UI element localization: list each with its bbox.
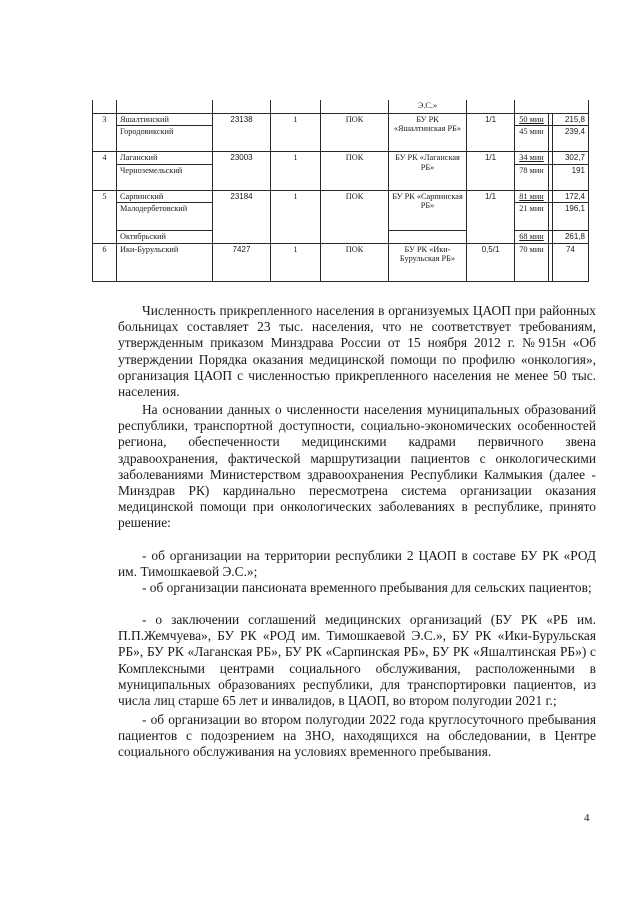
row-number: 6 — [93, 243, 117, 281]
count-cell: 1 — [271, 113, 321, 152]
table-cell — [321, 231, 389, 244]
table-cell — [93, 100, 117, 113]
table-row — [93, 231, 589, 244]
district-name: Ики-Бурульский — [117, 243, 213, 281]
district-name: Яшалтинский — [117, 113, 213, 126]
ratio-cell: 1/1 — [467, 190, 515, 203]
distance-cell: 196,1 — [553, 203, 589, 231]
table-cell: Э.С.» — [389, 100, 467, 113]
distance-cell: 261,8 — [553, 231, 589, 244]
travel-time-cell: 50 мин — [515, 113, 549, 126]
ratio-cell: 0,5/1 — [467, 243, 515, 281]
table-cell — [213, 203, 271, 231]
paragraph-item-agreements: - о заключении соглашений медицинских организаций (БУ РК «РБ им. П.П.Жемчуева», БУ РК «РОД им. Тимошкаевой Э.С.», БУ РК «Ики-Бурульская РБ», БУ РК «Лаганская РБ», БУ РК «Сарпинская РБ», БУ РК «Яшалтинская РБ») с Комплексными центрами социального обслуживания, расположенными в муниципальных образованиях республики, для транспортировки пациентов, из числа лиц старше 65 лет и инвалидов, в ЦАОП, во втором полугодии 2021 г.; — [118, 612, 596, 709]
table-cell — [467, 231, 515, 244]
table-row — [93, 190, 589, 203]
population-cell: 7427 — [213, 243, 271, 281]
count-cell: 1 — [271, 190, 321, 203]
paragraph-item-caop: - об организации на территории республики 2 ЦАОП в составе БУ РК «РОД им. Тимошкаевой Э.С.»; — [118, 548, 596, 580]
distance-cell: 172,4 — [553, 190, 589, 203]
type-cell: ПОК — [321, 190, 389, 203]
table-cell — [271, 100, 321, 113]
district-table — [92, 100, 589, 282]
distance-cell: 239,4 — [553, 126, 589, 152]
district-name: Октябрьский — [117, 231, 213, 244]
type-cell: ПОК — [321, 152, 389, 191]
paragraph-decision: На основании данных о численности населения муниципальных образований республики, транспортной доступности, социально-экономических особенностей региона, обеспеченности медицинскими кадрами первичного звена здравоохранения, фактической маршрутизации пациентов с онкологическими заболеваниями Министерством здравоохранения Республики Калмыкия (далее - Минздрав РК) кардинально пересмотрена система организации оказания медицинской помощи при онкологических заболеваниях в республике, принято решение: — [118, 402, 596, 531]
population-cell: 23003 — [213, 152, 271, 191]
paragraph-population: Численность прикрепленного населения в организуемых ЦАОП при районных больницах составляет 23 тыс. населения, что не соответствует требованиям, утвержденным приказом Минздрава России от 15 ноября 2012 г. №915н «Об утверждении Порядка оказания медицинской помощи по профилю «онкология», организация ЦАОП с численностью прикрепленного населения не менее 50 тыс. населения. — [118, 303, 596, 400]
table-cell — [467, 203, 515, 231]
table-row — [93, 203, 589, 231]
district-name: Сарпинский — [117, 190, 213, 203]
table-cell — [321, 100, 389, 113]
page-number: 4 — [584, 812, 590, 824]
travel-time-cell: 78 мин — [515, 164, 549, 190]
table-cell — [117, 100, 213, 113]
row-number: 5 — [93, 190, 117, 243]
organization-cell: БУ РК «Лаганская РБ» — [389, 152, 467, 191]
count-cell: 1 — [271, 152, 321, 191]
travel-time-cell: 34 мин — [515, 152, 549, 165]
district-name: Черноземельский — [117, 164, 213, 190]
table-row — [93, 152, 589, 165]
table-cell — [389, 231, 467, 244]
row-number: 3 — [93, 113, 117, 152]
paragraph-item-pension: - об организации пансионата временного пребывания для сельских пациентов; — [142, 580, 592, 595]
distance-cell: 302,7 — [553, 152, 589, 165]
type-cell: ПОК — [321, 243, 389, 281]
table-cell — [515, 100, 589, 113]
table-cell — [271, 203, 321, 231]
row-number: 4 — [93, 152, 117, 191]
organization-cell: БУ РК «Яшалтинская РБ» — [389, 113, 467, 152]
ratio-cell: 1/1 — [467, 152, 515, 191]
district-name: Городовикский — [117, 126, 213, 152]
paragraph-item-stay: - об организации во втором полугодии 2022 года круглосуточного пребывания пациентов с подозрением на ЗНО, находящихся на обследовании, в Центре социального обслуживания на условиях временного пребывания. — [118, 712, 596, 760]
ratio-cell: 1/1 — [467, 113, 515, 152]
organization-cell: БУ РК «Сарпинская РБ» — [389, 190, 467, 231]
district-name: Малодербетовский — [117, 203, 213, 231]
travel-time-cell: 45 мин — [515, 126, 549, 152]
district-name: Лаганский — [117, 152, 213, 165]
population-cell: 23138 — [213, 113, 271, 152]
table-row — [93, 243, 589, 281]
travel-time-cell: 70 мин — [515, 243, 549, 281]
distance-cell: 74 — [553, 243, 589, 281]
organization-cell: БУ РК «Ики-Бурульская РБ» — [389, 243, 467, 281]
table-cell — [271, 231, 321, 244]
table-row — [93, 113, 589, 126]
table-cell — [467, 100, 515, 113]
table-cell — [213, 100, 271, 113]
distance-cell: 191 — [553, 164, 589, 190]
table-cell — [213, 231, 271, 244]
table-row — [93, 100, 589, 113]
count-cell: 1 — [271, 243, 321, 281]
type-cell: ПОК — [321, 113, 389, 152]
travel-time-cell: 21 мин — [515, 203, 549, 231]
table-cell — [321, 203, 389, 231]
travel-time-cell: 81 мин — [515, 190, 549, 203]
distance-cell: 215,8 — [553, 113, 589, 126]
travel-time-cell: 68 мин — [515, 231, 549, 244]
population-cell: 23184 — [213, 190, 271, 203]
